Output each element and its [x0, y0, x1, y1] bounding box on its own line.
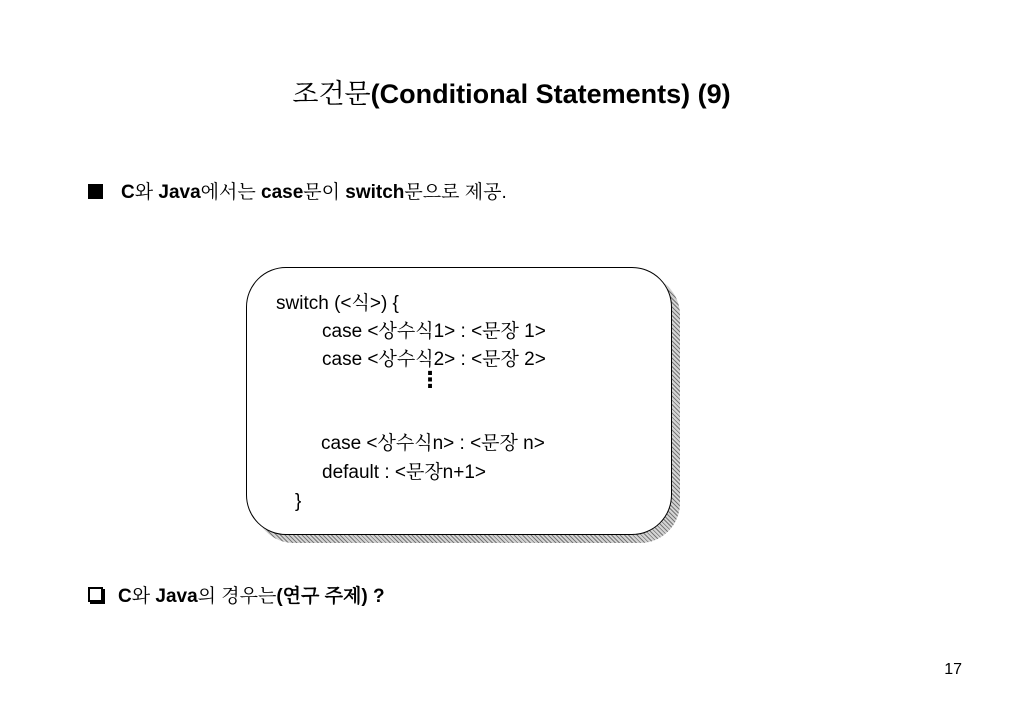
bullet-c-label: C	[121, 182, 135, 203]
code-line-case-2: case <상수식2> : <문장 2>	[322, 349, 546, 370]
bullet-mun-i-text: 문이	[303, 182, 346, 203]
vertical-ellipsis-icon: ⋮	[419, 367, 441, 392]
code-line-default: default : <문장n+1>	[322, 462, 487, 483]
page-number: 17	[944, 661, 962, 678]
code-line-case-n: case <상수식n> : <문장 n>	[321, 433, 545, 454]
bullet-case-keyword: case	[261, 182, 304, 203]
slide-title-korean: 조건문	[292, 79, 371, 109]
bullet-switch-keyword: switch	[345, 182, 405, 203]
slide-title	[0, 76, 1023, 112]
bullet2-c-label: C	[118, 586, 132, 607]
bullet2-java-label: Java	[155, 586, 198, 607]
bullet-rest-text: 문으로 제공.	[404, 182, 507, 203]
code-line-case-1: case <상수식1> : <문장 1>	[322, 321, 546, 342]
bullet-item-switch-provided	[88, 180, 507, 206]
bullet-wa-text: 와	[134, 182, 159, 203]
code-line-switch: switch (<식>) {	[276, 293, 399, 314]
slide-title-english: (Conditional Statements) (9)	[370, 79, 731, 109]
bullet-eseoneun-text: 에서는	[200, 182, 261, 203]
bullet2-rest-text: (연구 주제) ?	[276, 586, 385, 607]
code-line-close-brace: }	[295, 491, 302, 512]
hollow-square-bullet-icon	[88, 587, 103, 602]
filled-square-bullet-icon	[88, 184, 103, 199]
bullet2-ui-text: 의 경우는	[197, 586, 277, 607]
bullet2-wa-text: 와	[131, 586, 156, 607]
bullet-java-label: Java	[158, 182, 201, 203]
bullet-item-research-topic	[88, 584, 385, 610]
